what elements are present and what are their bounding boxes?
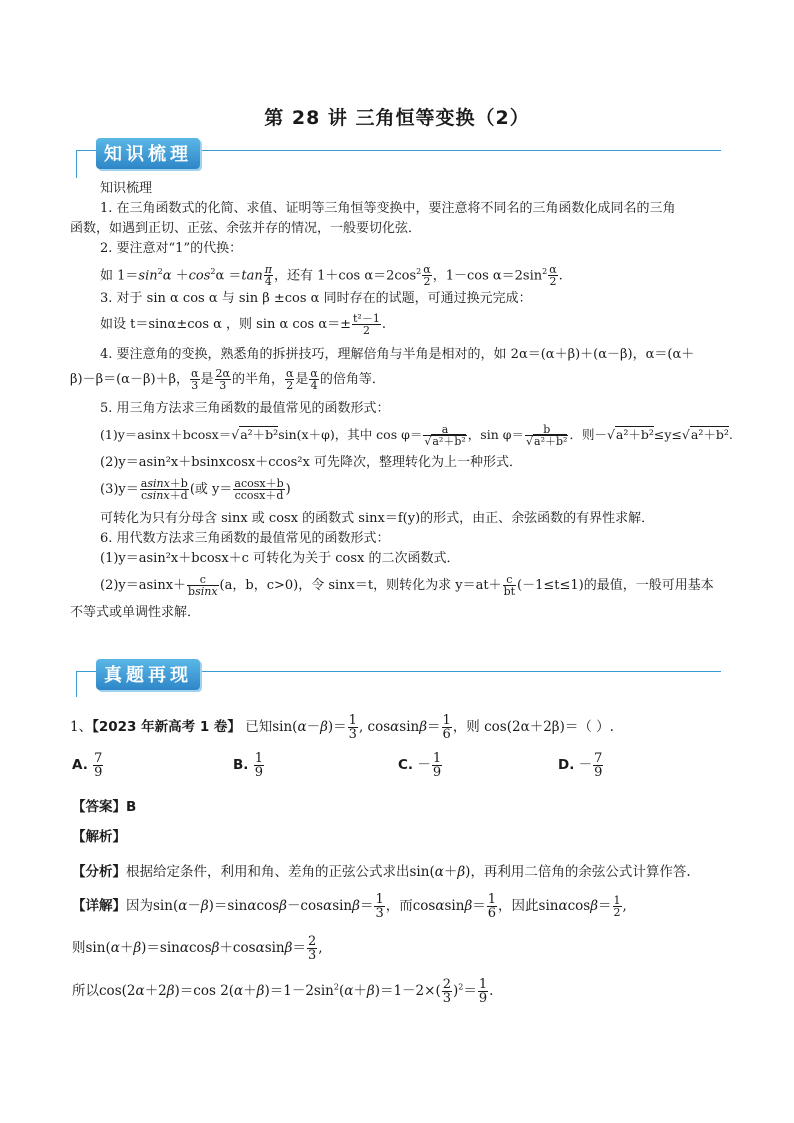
option-a[interactable]: A. $\frac{7}{9}$: [72, 751, 103, 780]
knowledge-p5: 5. 用三角方法求三角函数的最值常见的函数形式：: [100, 401, 390, 416]
answer-line: 【答案】B: [72, 799, 137, 815]
analysis-tag: 【解析】: [72, 829, 126, 845]
knowledge-p5-3: (3)y＝ $\frac{asinx+b}{csinx+d}$ (或 y＝ $\frac{acosx+b}{ccosx+d}$ ): [100, 477, 291, 502]
detail-line-2: 则sin(α＋β)＝sinαcosβ＋cosαsinβ＝ $\frac{2}{3}$ ,: [72, 934, 323, 963]
knowledge-p1a: 1. 在三角函数式的化简、求值、证明等三角恒等变换中，要注意将不同名的三角函数化成同名的三角: [100, 201, 676, 216]
section-banner-knowledge: 知识梳理: [96, 138, 200, 169]
option-c[interactable]: C. － $\frac{1}{9}$: [398, 751, 442, 780]
detail-line-1: 【详解】因为sin(α－β)＝sinαcosβ－cosαsinβ＝ $\frac{1}{3}$ ，而cosαsinβ＝ $\frac{1}{6}$ ，因此sinαcosβ＝ $\frac{1}{2}$ ,: [72, 892, 627, 921]
knowledge-p2: 2. 要注意对“1”的代换：: [100, 241, 243, 256]
knowledge-p3-formula: 如设 t＝sinα±cos α ，则 sin α cos α＝± $\frac{\text{t²－1}}{2}$ .: [100, 312, 386, 337]
fenxi-line: 【分析】根据给定条件，利用和角、差角的正弦公式求出sin(α＋β)，再利用二倍角的余弦公式计算作答.: [72, 864, 691, 880]
knowledge-p5-4: 可转化为只有分母含 sinx 或 cosx 的函数式 sinx＝f(y)的形式，由正、余弦函数的有界性求解．: [100, 511, 655, 526]
option-b[interactable]: B. $\frac{1}{9}$: [233, 751, 263, 780]
page-title: 第 28 讲 三角恒等变换（2）: [264, 107, 530, 129]
question-stem: 1、【2023 年新高考 1 卷】 已知sin(α－β)＝ $\frac{1}{3}$ , cosαsinβ＝ $\frac{1}{6}$ ，则 cos(2α＋2β)＝（ ）.: [70, 713, 614, 742]
knowledge-p2-formula: 如 $1=\sin^2\alpha +\cos^2\alpha =\tan$ $\frac{\pi}{4}$ ，还有 1＋cos $\alpha=2\cos^2$ $\frac{\alpha}{2}$ ，1－cos $\alpha=2\sin^2$ $\frac{\alpha}{2}$ .: [100, 263, 563, 289]
knowledge-p5-1: (1)y＝asinx＋bcosx＝√a²＋b²sin(x＋φ)，其中 cos φ＝ $\frac{a}{\text{√a²＋b²}}$ ，sin φ＝ $\frac{b}{\text{√a²＋b²}}$ ．则－√a²＋b²≤y≤√a²＋b².: [100, 423, 733, 448]
knowledge-p6-1: (1)y＝asin²x＋bcosx＋c 可转化为关于 cosx 的二次函数式．: [100, 551, 460, 566]
section-divider-vertical: [76, 150, 77, 178]
knowledge-heading: 知识梳理: [100, 181, 153, 196]
knowledge-p6: 6. 用代数方法求三角函数的最值常见的函数形式：: [100, 531, 390, 546]
section-banner-exam: 真题再现: [96, 659, 200, 690]
knowledge-p5-2: (2)y＝asin²x＋bsinxcosx＋ccos²x 可先降次，整理转化为上一种形式．: [100, 455, 522, 470]
knowledge-p6-2: (2)y＝asinx＋ $\frac{c}{bsinx}$ (a，b，c>0)，令 sinx＝t，则转化为求 y＝at＋ $\frac{c}{bt}$ (－1≤t≤1)的最值，一般可用基本: [100, 573, 714, 598]
knowledge-p4b: β)－β＝(α－β)＋β， $\frac{\alpha}{3}$ 是 $\frac{2\alpha}{3}$ 的半角， $\frac{\alpha}{2}$ 是 $\frac{\alpha}{4}$ 的倍角等．: [70, 367, 385, 392]
knowledge-p4a: 4. 要注意角的变换，熟悉角的拆拼技巧，理解倍角与半角是相对的，如 2α＝(α＋β)＋(α－β)，α＝(α＋: [100, 347, 695, 362]
knowledge-p6-3: 不等式或单调性求解．: [70, 605, 201, 620]
detail-line-3: 所以cos(2α＋2β)＝cos $2(\alpha+\beta)=1-2\sin^2(\alpha+\beta)=1-2\times$( $\frac{2}{3}$ )$^2$＝ $\frac{1}{9}$ .: [72, 977, 494, 1006]
knowledge-p1b: 函数，如遇到正切、正弦、余弦并存的情况，一般要切化弦．: [70, 221, 422, 236]
section-divider-vertical: [76, 671, 77, 697]
option-d[interactable]: D. － $\frac{7}{9}$: [558, 751, 603, 780]
knowledge-p3: 3. 对于 sin α cos α 与 sin β ±cos α 同时存在的试题，可通过换元完成：: [100, 291, 532, 306]
